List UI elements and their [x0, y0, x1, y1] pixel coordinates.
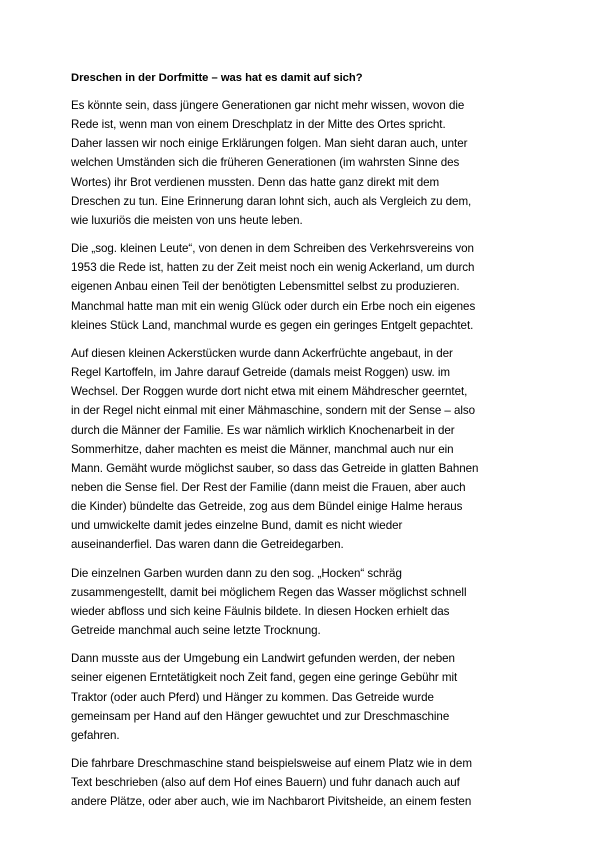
text-line: Text beschrieben (also auf dem Hof eines Bauern) und fuhr danach auch auf: [71, 776, 460, 790]
text-line: wieder abfloss und sich keine Fäulnis bildete. In diesen Hocken erhielt das: [71, 604, 450, 618]
document-page: [71, 70, 531, 820]
text-line: welchen Umständen sich die früheren Generationen (im wahrsten Sinne des: [71, 156, 460, 170]
document-body: [71, 96, 531, 811]
text-line: Dreschen zu tun. Eine Erinnerung daran lohnt sich, auch als Vergleich zu dem,: [71, 194, 472, 208]
text-line: eigenen Anbau einen Teil der benötigten Lebensmittel selbst zu produzieren.: [71, 280, 460, 294]
text-line: Es könnte sein, dass jüngere Generationen gar nicht mehr wissen, wovon die: [71, 99, 465, 112]
text-line: gemeinsam per Hand auf den Hänger gewuchtet und zur Dreschmaschine: [71, 709, 450, 723]
text-line: Regel Kartoffeln, im Jahre darauf Getreide (damals meist Roggen) usw. im: [71, 366, 450, 380]
text-line: Daher lassen wir noch einige Erklärungen folgen. Man sieht daran auch, unter: [71, 137, 468, 151]
text-line: 1953 die Rede ist, hatten zu der Zeit meist noch ein wenig Ackerland, um durch: [71, 261, 475, 275]
text-line: seiner eigenen Erntetätigkeit noch Zeit fand, gegen eine geringe Gebühr mit: [71, 671, 458, 685]
text-line: wie luxuriös die meisten von uns heute leben.: [71, 213, 303, 227]
text-line: Wortes) ihr Brot verdienen mussten. Denn das hatte ganz direkt mit dem: [71, 175, 440, 189]
text-line: Traktor (oder auch Pferd) und Hänger zu kommen. Das Getreide wurde: [71, 690, 434, 704]
text-line: Die fahrbare Dreschmaschine stand beispielsweise auf einem Platz wie in dem: [71, 757, 472, 770]
text-line: in der Regel nicht einmal mit einer Mähmaschine, sondern mit der Sense – also: [71, 404, 476, 418]
text-line: Wechsel. Der Roggen wurde dort nicht etwa mit einem Mähdrescher geerntet,: [71, 385, 468, 399]
text-line: Die einzelnen Garben wurden dann zu den sog. „Hocken“ schräg: [71, 566, 402, 580]
text-line: Auf diesen kleinen Ackerstücken wurde dann Ackerfrüchte angebaut, in der: [71, 346, 453, 360]
text-line: Die „sog. kleinen Leute“, von denen in dem Schreiben des Verkehrsvereins von: [71, 242, 474, 256]
text-line: zusammengestellt, damit bei möglichem Regen das Wasser möglichst schnell: [71, 585, 467, 599]
text-line: und umwickelte damit jedes einzelne Bund, damit es nicht wieder: [71, 519, 403, 533]
text-line: auseinanderfiel. Das waren dann die Getreidegarben.: [71, 538, 344, 552]
text-line: gefahren.: [71, 728, 120, 742]
text-line: Getreide manchmal auch seine letzte Trocknung.: [71, 624, 321, 638]
text-line: kleines Stück Land, manchmal wurde es gegen ein geringes Entgelt gepachtet.: [71, 318, 474, 332]
text-line: Dann musste aus der Umgebung ein Landwirt gefunden werden, der neben: [71, 652, 455, 666]
text-line: Rede ist, wenn man von einem Dreschplatz in der Mitte des Ortes spricht.: [71, 118, 446, 132]
text-line: Sommerhitze, daher machten es meist die Männer, manchmal auch nur ein: [71, 442, 454, 456]
text-line: andere Plätze, oder aber auch, wie im Nachbarort Pivitsheide, an einem festen: [71, 795, 472, 809]
body-paragraph: [71, 564, 531, 641]
body-paragraph: [71, 96, 531, 230]
document-title: Dreschen in der Dorfmitte – was hat es damit auf sich?: [71, 72, 363, 84]
body-paragraph: [71, 239, 531, 335]
text-line: durch die Männer der Familie. Es war nämlich wirklich Knochenarbeit in der: [71, 423, 455, 437]
body-paragraph: [71, 344, 531, 555]
text-line: neben die Sense fiel. Der Rest der Familie (dann meist die Frauen, aber auch: [71, 480, 466, 494]
text-line: Mann. Gemäht wurde möglichst sauber, so dass das Getreide in glatten Bahnen: [71, 461, 479, 475]
text-line: Manchmal hatte man mit ein wenig Glück oder durch ein Erbe noch ein eigenes: [71, 299, 476, 313]
text-line: die Kinder) bündelte das Getreide, zog aus dem Bündel einige Halme heraus: [71, 500, 463, 514]
body-paragraph: [71, 649, 531, 745]
body-paragraph: [71, 754, 531, 811]
